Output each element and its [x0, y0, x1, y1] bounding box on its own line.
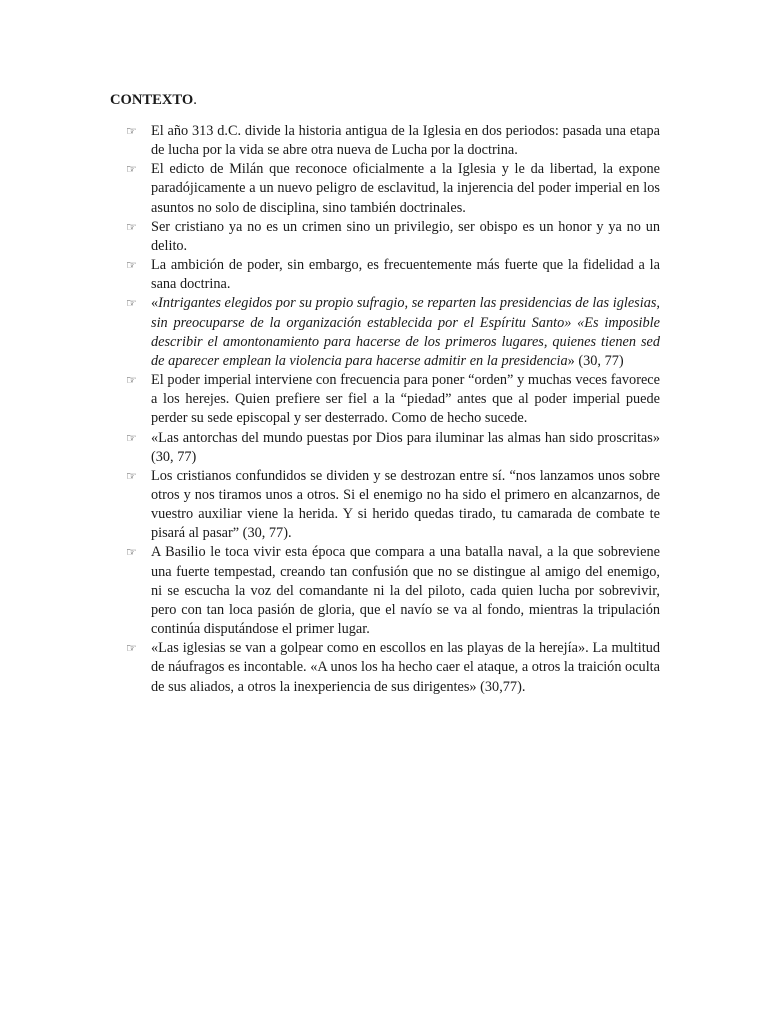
list-item-text: El poder imperial interviene con frecuencia para poner “orden” y muchas veces favorece a los herejes. Quien prefiere ser fiel a la “piedad” antes que al poder imperial puede perder su sede episcopal y ser desterrado. Como de hecho sucede. [151, 372, 660, 427]
quote-citation: » (30, 77) [567, 352, 624, 369]
list-item-text: A Basilio le toca vivir esta época que compara a una batalla naval, a la que sobreviene una fuerte tempestad, creando tan confusión que no se distingue al amigo del enemigo, ni se escucha la voz del comandante ni la del piloto, cada quien lucha por sobrevivir, pero con tan loca pasión de gloria, que el navío se va al fondo, mientras la tripulación continúa disputándose el primer lugar. [151, 544, 660, 638]
list-item [126, 543, 660, 639]
context-bullet-list [126, 122, 660, 697]
list-item [126, 371, 660, 428]
list-item [126, 122, 660, 160]
list-item [126, 429, 660, 467]
pointing-hand-icon: ☞ [126, 219, 137, 234]
list-item-text: La ambición de poder, sin embargo, es frecuentemente más fuerte que la fidelidad a la sana doctrina. [151, 257, 660, 293]
list-item [126, 294, 660, 371]
pointing-hand-icon: ☞ [126, 162, 137, 177]
list-item-text: «Las antorchas del mundo puestas por Dios para iluminar las almas han sido proscritas» (30, 77) [151, 429, 660, 465]
list-item [126, 467, 660, 544]
pointing-hand-icon: ☞ [126, 373, 137, 388]
pointing-hand-icon: ☞ [126, 296, 137, 311]
list-item-text: «Las iglesias se van a golpear como en escollos en las playas de la herejía». La multitud de náufragos es incontable. «A unos los ha hecho caer el ataque, a otros la traición oculta de sus aliados, a otros la inexperiencia de sus dirigentes» (30,77). [151, 640, 660, 695]
list-item [126, 160, 660, 217]
pointing-hand-icon: ☞ [126, 468, 137, 483]
list-item-text: Ser cristiano ya no es un crimen sino un privilegio, ser obispo es un honor y ya no un delito. [151, 218, 660, 254]
section-heading [110, 91, 197, 110]
pointing-hand-icon: ☞ [126, 641, 137, 656]
list-item-text: Los cristianos confundidos se dividen y se destrozan entre sí. “nos lanzamos unos sobre otros y nos tiramos unos a otros. Si el enemigo no ha sido el primero en alcanzarnos, de vuestro auxiliar viene la herida. Y si herido quedas tirado, tu camarada de combate te pisará al pasar” (30, 77). [151, 467, 660, 542]
list-item [126, 639, 660, 696]
list-item-text: El año 313 d.C. divide la historia antigua de la Iglesia en dos periodos: pasada una etapa de lucha por la vida se abre otra nueva de Lucha por la doctrina. [151, 123, 660, 159]
list-item [126, 218, 660, 256]
pointing-hand-icon: ☞ [126, 430, 137, 445]
pointing-hand-icon: ☞ [126, 124, 137, 138]
pointing-hand-icon: ☞ [126, 258, 137, 273]
section-heading-period: . [193, 92, 197, 108]
section-heading-title: CONTEXTO [110, 92, 194, 108]
list-item [126, 256, 660, 294]
pointing-hand-icon: ☞ [126, 545, 137, 560]
quote-open-mark: « [151, 295, 159, 312]
quoted-passage: Intrigantes elegidos por su propio sufragio, se reparten las presidencias de las iglesias, sin preocuparse de la organización establecida por el Espíritu Santo» «Es imposible describir el amontonamiento para hacerse de los primeros lugares, quienes tienen sed de aparecer emplean la violencia para hacerse admitir en la presidencia [151, 295, 660, 369]
list-item-text: El edicto de Milán que reconoce oficialmente a la Iglesia y le da libertad, la expone paradójicamente a un nuevo peligro de esclavitud, la injerencia del poder imperial en los asuntos no solo de disciplina, sino también doctrinales. [151, 161, 660, 216]
